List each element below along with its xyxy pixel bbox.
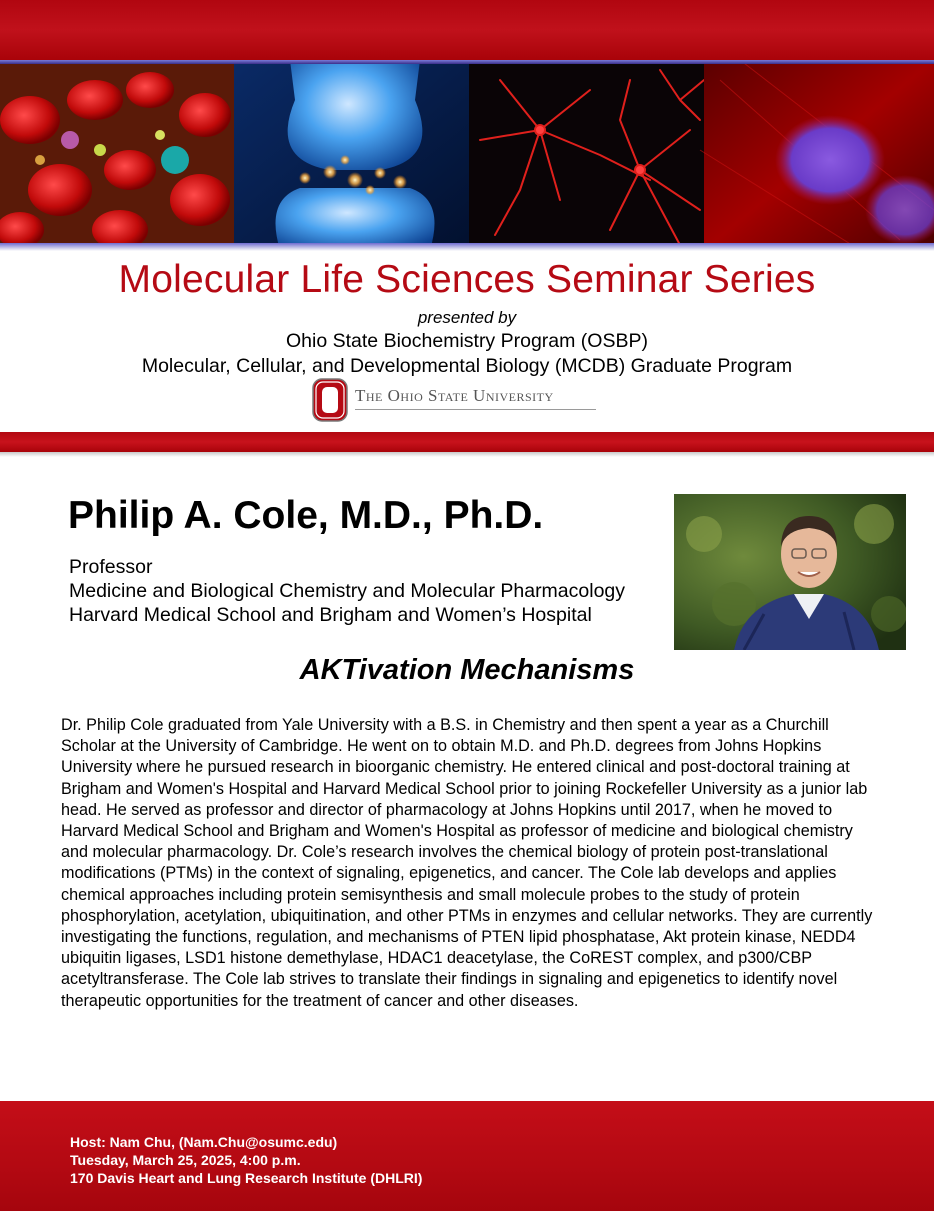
speaker-bio: Dr. Philip Cole graduated from Yale University with a B.S. in Chemistry and then spent a year as a Churchill Scholar at the University of Cambridge. He went on to obtain M.D. and Ph.D. degrees from Johns Hopkins University where he pursued research in bioorganic chemistry. He entered clinical and post-doctoral training at Brigham and Women's Hospital and Harvard Medical School prior to joining Rockefeller University as a junior lab head. He served as professor and director of pharmacology at Johns Hopkins until 2017, when he moved to Harvard Medical School and Brigham and Women's Hospital as professor of medicine and biological chemistry and molecular pharmacology. Dr. Cole’s research involves the chemical biology of protein post-translational modifications (PTMs) in the context of signaling, epigenetics, and cancer. The Cole lab develops and applies chemical approaches including protein semisynthesis and small molecule probes to the study of protein phosphorylation, acetylation, ubiquitination, and other PTMs in enzymes and cellular networks. They are currently investigating the functions, regulation, and mechanisms of PTEN lipid phosphatase, Akt protein kinase, NEDD4 ubiquitin ligases, LSD1 histone demethylase, HDAC1 deacetylase, the CoREST complex, and p300/CBP acetyltransferase. The Cole lab strives to translate their findings in signaling and epigenetics to identify novel therapeutic opportunities for the treatment of cancer and other diseases. (61, 716, 873, 1010)
banner-top-rule (0, 60, 934, 64)
event-datetime: Tuesday, March 25, 2025, 4:00 p.m. (70, 1152, 301, 1168)
presented-by: presented by (417, 308, 517, 327)
block-o-logo-icon (312, 378, 348, 422)
speaker-portrait (674, 494, 906, 650)
program-mcdb: Molecular, Cellular, and Developmental Biology (MCDB) Graduate Program (141, 355, 793, 377)
microscopy-banner-image (0, 60, 934, 250)
speaker-institution: Harvard Medical School and Brigham and Women’s Hospital (69, 604, 592, 626)
speaker-name: Philip A. Cole, M.D., Ph.D. (68, 494, 544, 537)
university-wordmark: The Ohio State University (355, 386, 554, 405)
talk-title: AKTivation Mechanisms (299, 654, 635, 686)
university-logo (312, 378, 602, 422)
event-location: 170 Davis Heart and Lung Research Institute (DHLRI) (70, 1170, 423, 1186)
synapse-panel (276, 60, 435, 250)
speaker-department: Medicine and Biological Chemistry and Molecular Pharmacology (69, 580, 626, 602)
top-red-band (0, 0, 934, 60)
series-title: Molecular Life Sciences Seminar Series (118, 258, 816, 301)
banner-bottom-rule (0, 243, 934, 251)
speaker-title: Professor (69, 556, 153, 578)
middle-band-shadow (0, 452, 934, 457)
host-info: Host: Nam Chu, (Nam.Chu@osumc.edu) (70, 1134, 338, 1150)
middle-red-band (0, 432, 934, 452)
program-osbp: Ohio State Biochemistry Program (OSBP) (286, 330, 648, 352)
wordmark-underline (355, 409, 596, 410)
